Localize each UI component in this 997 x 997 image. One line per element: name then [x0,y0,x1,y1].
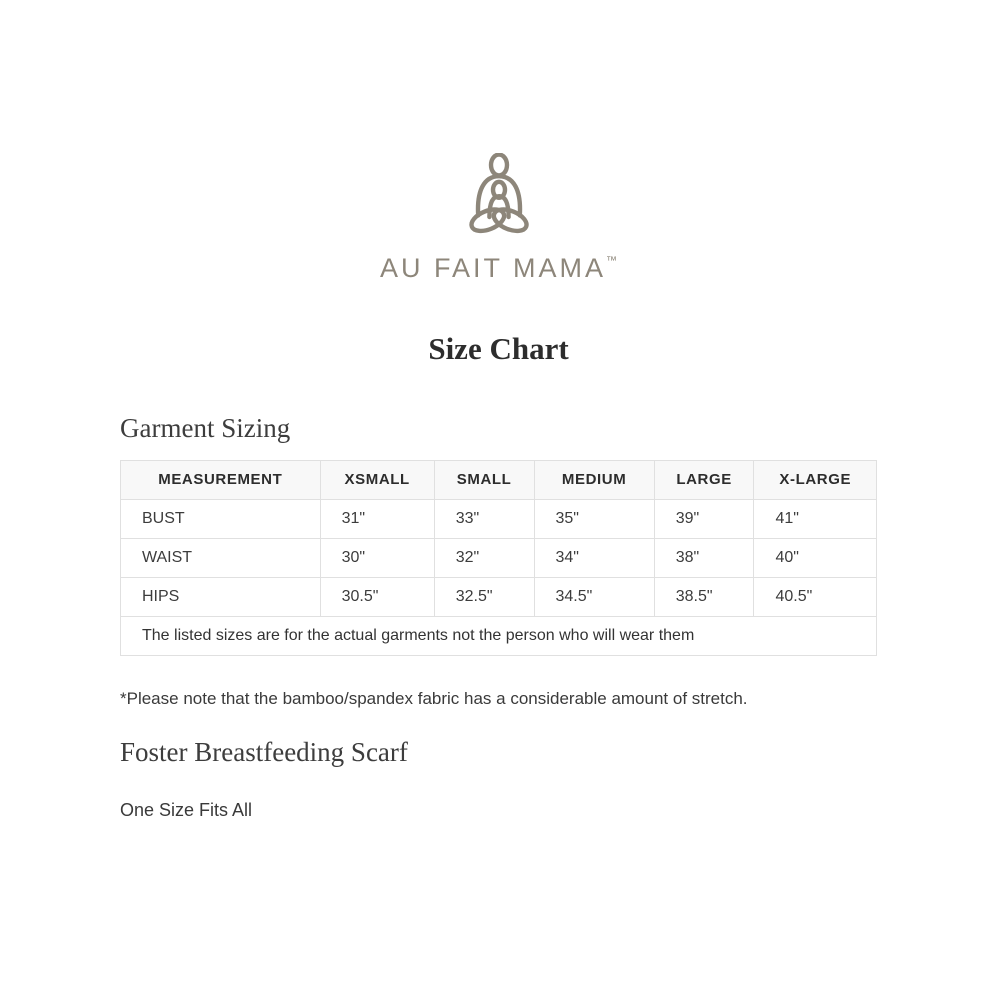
table-row [121,499,877,538]
size-cell: 32.5" [434,577,534,616]
table-header-row [121,460,877,499]
size-cell: 40.5" [754,577,877,616]
brand-name-text: AU FAIT MAMA [379,253,607,283]
size-chart-page [120,0,877,822]
size-cell: 30" [320,538,434,577]
size-cell: 39" [654,499,754,538]
row-label: WAIST [121,538,321,577]
size-cell: 31" [320,499,434,538]
column-header: XSMALL [320,460,434,499]
brand-block [120,153,877,284]
column-header: MEASUREMENT [121,460,321,499]
size-cell: 30.5" [320,577,434,616]
column-header: LARGE [654,460,754,499]
stretch-note: *Please note that the bamboo/spandex fabric has a considerable amount of stretch. [120,688,748,708]
size-cell: 35" [534,499,654,538]
size-cell: 40" [754,538,877,577]
row-label: HIPS [121,577,321,616]
size-cell: 34.5" [534,577,654,616]
column-header: SMALL [434,460,534,499]
table-footnote: The listed sizes are for the actual garments not the person who will wear them [121,616,877,655]
size-cell: 41" [754,499,877,538]
table-row [121,538,877,577]
size-cell: 33" [434,499,534,538]
meditating-figure-icon [459,153,539,241]
size-cell: 34" [534,538,654,577]
size-cell: 32" [434,538,534,577]
garment-sizing-heading: Garment Sizing [120,412,291,443]
brand-name [120,254,877,284]
table-row [121,577,877,616]
trademark-symbol: ™ [606,255,618,267]
garment-sizing-table [120,460,877,656]
page-title: Size Chart [428,330,569,366]
table-body [121,499,877,616]
size-cell: 38.5" [654,577,754,616]
row-label: BUST [121,499,321,538]
scarf-sizing-text: One Size Fits All [120,799,253,820]
size-cell: 38" [654,538,754,577]
column-header: X-LARGE [754,460,877,499]
table-footnote-row [121,616,877,655]
scarf-heading: Foster Breastfeeding Scarf [120,736,408,767]
column-header: MEDIUM [534,460,654,499]
